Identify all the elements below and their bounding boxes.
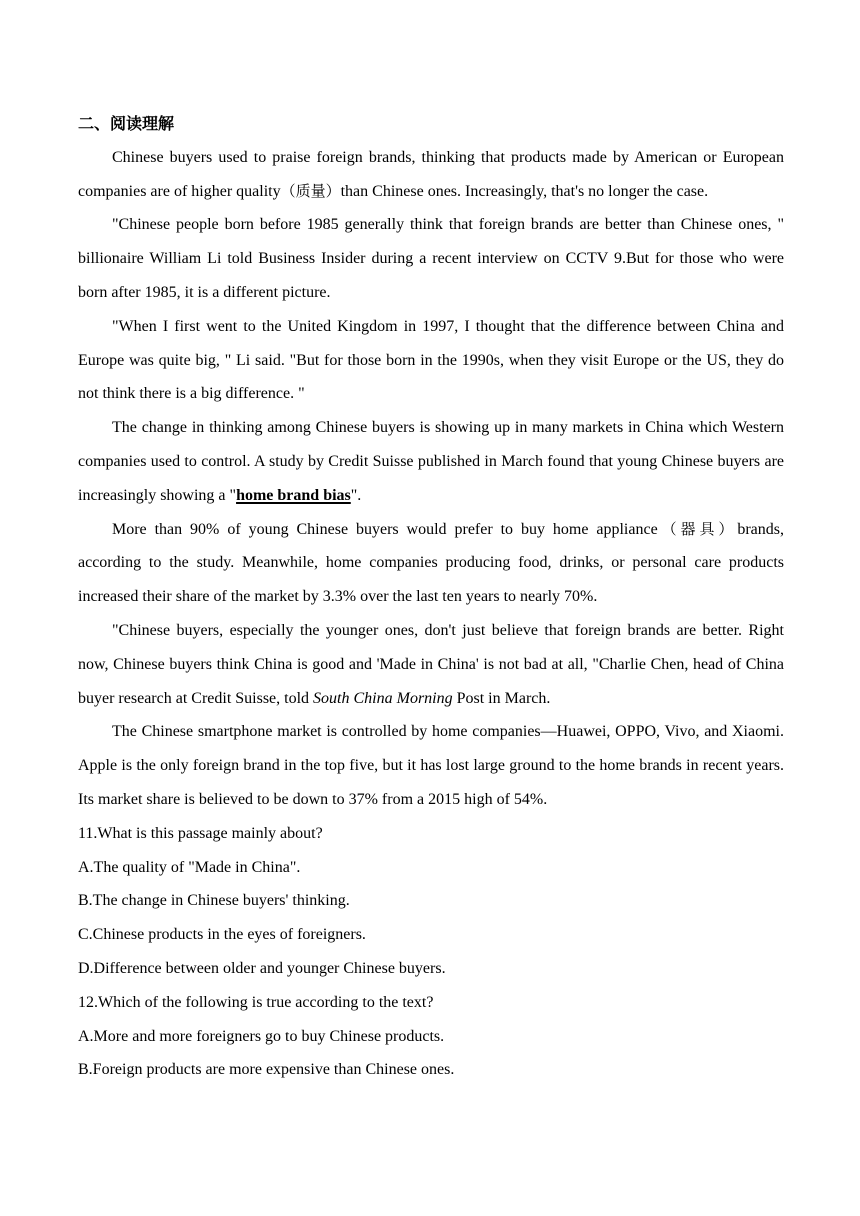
paragraph-text: Post in March. [452,689,551,707]
passage-paragraph-1 [78,141,784,209]
answer-option: B.The change in Chinese buyers' thinking. [78,892,350,910]
passage-paragraph-7: The Chinese smartphone market is controlled by home companies—Huawei, OPPO, Vivo, and Xiaomi. Apple is the only foreign brand in the top five, but it has lost large ground to the home brands in recent years. Its market share is believed to be down to 37% from a 2015 high of 54%. [78,723,784,808]
question-stem: 11.What is this passage mainly about? [78,824,323,842]
section-title: 二、阅读理解 [78,114,175,133]
highlighted-term: home brand bias [236,486,351,504]
paragraph-text: The change in thinking among Chinese buyers is showing up in many markets in China which Western companies used to control. A study by Credit Suisse published in March found that young Chinese buyers are increasingly showing a " [78,419,784,504]
question-stem: 12.Which of the following is true according to the text? [78,993,434,1011]
paragraph-text: Chinese buyers used to praise foreign brands, thinking that products made by American or European companies are of higher quality [78,148,784,200]
answer-option: A.The quality of "Made in China". [78,858,301,876]
question-12 [78,986,784,1087]
reading-passage [78,141,784,817]
paragraph-text: ". [350,486,362,504]
passage-paragraph-3: "When I first went to the United Kingdom in 1997, I thought that the difference between China and Europe was quite big, " Li said. "But for those born in the 1990s, when they visit Europe or the US, they do not think there is a big difference. " [78,317,784,403]
passage-paragraph-2: "Chinese people born before 1985 generally think that foreign brands are better than Chinese ones, " billionaire William Li told Business Insider during a recent interview on CCTV 9.But for those who were born after 1985, it is a different picture. [78,216,784,301]
answer-option: D.Difference between older and younger Chinese buyers. [78,959,446,977]
paragraph-text: brands, according to the study. Meanwhile, home companies producing food, drinks, or personal care products increased their share of the market by 3.3% over the last ten years to nearly 70%. [78,520,784,606]
passage-paragraph-4 [78,411,784,512]
paragraph-text: More than 90% of young Chinese buyers would prefer to buy home appliance [112,520,658,538]
answer-option: B.Foreign products are more expensive than Chinese ones. [78,1061,455,1079]
passage-paragraph-6 [78,614,784,715]
chinese-gloss: （器具） [657,519,738,538]
question-11 [78,817,784,986]
chinese-gloss: （质量） [280,181,341,200]
answer-option: A.More and more foreigners go to buy Chinese products. [78,1027,445,1045]
answer-option: C.Chinese products in the eyes of foreigners. [78,926,366,944]
paragraph-text: "Chinese buyers, especially the younger ones, don't just believe that foreign brands are better. Right now, Chinese buyers think China is good and 'Made in China' is not bad at all, "Charlie Chen, head of China buyer research at Credit Suisse, told [78,621,784,707]
document-page [78,107,784,1087]
passage-paragraph-5 [78,513,784,614]
paragraph-text: than Chinese ones. Increasingly, that's no longer the case. [340,182,709,200]
italic-title: South China Morning [313,689,453,707]
